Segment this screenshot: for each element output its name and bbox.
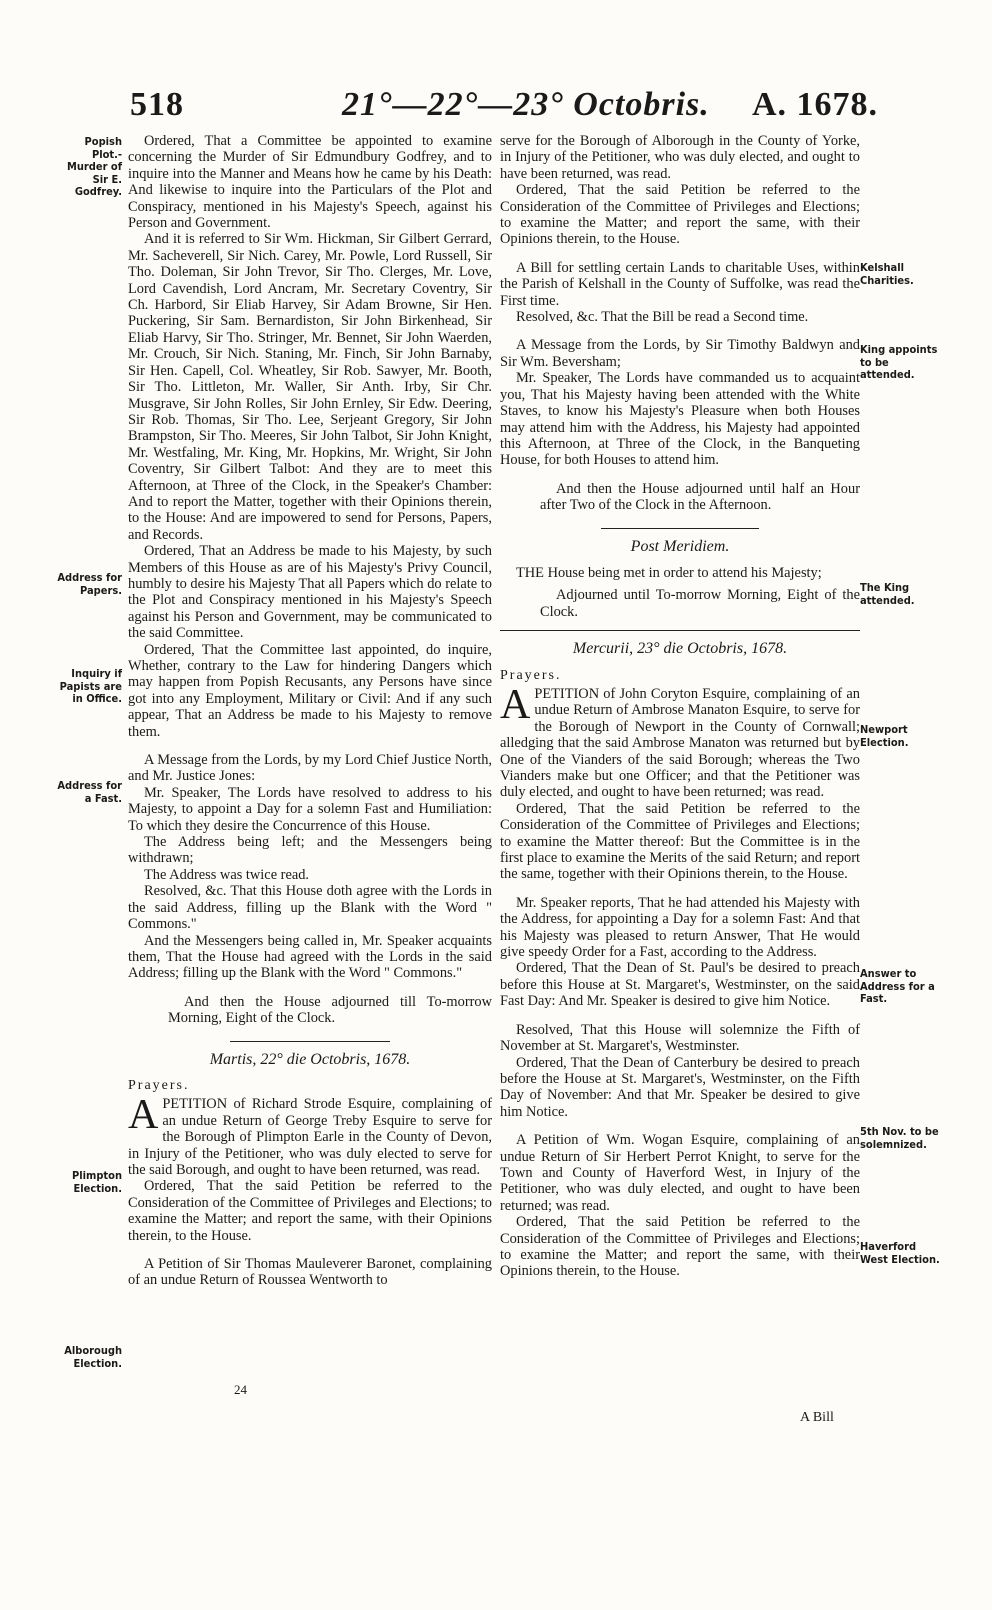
prayers-heading: Prayers.: [128, 1077, 190, 1093]
margin-note-kelshall: Kelshall Charities.: [860, 261, 914, 287]
paragraph: Ordered, That the said Petition be referred to the Consideration of the Committee of Privileges and Elections; to examine the Matter; and report the same, with their Opinions therein, to the House.: [500, 182, 860, 248]
paragraph: Ordered, That a Committee be appointed to examine concerning the Murder of Sir Edmundbury Godfrey, and to inquire into the Manner and Means how he came by his Death: And likewise to inquire into the Particulars of the Plot and Conspiracy, mentioned in his Majesty's Speech, against his Person and Government.: [128, 133, 492, 232]
paragraph: THE House being met in order to attend his Majesty;: [516, 564, 822, 581]
margin-note-newport: Newport Election.: [860, 723, 909, 749]
margin-note-alborough: Alborough Election.: [64, 1344, 122, 1370]
adjournment: And then the House adjourned until half an Hour after Two of the Clock in the Afternoon.: [540, 480, 860, 514]
paragraph: A Message from the Lords, by my Lord Chief Justice North, and Mr. Justice Jones:: [128, 752, 492, 785]
paragraph: Ordered, That the said Petition be referred to the Consideration of the Committee of Privileges and Elections; to examine the Matter thereof: But the Committee is in the first place to examine the Merits of the said Return; and report the same, together with their Opinions therein, to the House.: [500, 800, 860, 883]
left-column: [128, 133, 492, 1289]
adjournment: Adjourned until To-morrow Morning, Eight of the Clock.: [540, 587, 860, 620]
petition-paragraph: [128, 1092, 492, 1178]
paragraph: Mr. Speaker, The Lords have resolved to address to his Majesty, to appoint a Day for a solemn Fast and Humiliation: To which they desire the Concurrence of this House.: [128, 784, 492, 834]
adjournment: And then the House adjourned till To-morrow Morning, Eight of the Clock.: [168, 993, 492, 1027]
drop-cap: A: [500, 681, 531, 728]
section-rule: [230, 1041, 390, 1042]
petition-text: PETITION of Richard Strode Esquire, complaining of an undue Return of George Treby Esquire to serve for the Borough of Plimpton Earle in the County of Devon, in Injury of the Petitioner, who was duly elected to serve for the said Borough, and ought to have been returned, was read.: [128, 1096, 492, 1178]
paragraph: Ordered, That the Dean of Canterbury be desired to preach before the House at St. Margaret's, Westminster, on the Fifth Day of November: And that Mr. Speaker be desired to give him Notice.: [500, 1054, 860, 1120]
paragraph: And the Messengers being called in, Mr. Speaker acquaints them, That the House had agreed with the Lords in the said Address; filling up the Blank with the Word " Commons.": [128, 932, 492, 982]
paragraph: serve for the Borough of Alborough in the County of Yorke, in Injury of the Petitioner, who was duly elected, and ought to have been returned, was read.: [500, 133, 860, 182]
page-year: A. 1678.: [752, 86, 879, 123]
section-rule: [601, 528, 759, 529]
paragraph: And it is referred to Sir Wm. Hickman, Sir Gilbert Gerrard, Mr. Sacheverell, Sir Nich. Carey, Mr. Powle, Lord Russell, Sir Tho. Doleman, Sir John Trevor, Sir Tho. Clerges, Mr. Love, Lord Cavendish, Lord Ancram, Mr. Secretary Coventry, Sir Ch. Harbord, Sir Eliab Harvey, Sir Adam Browne, Sir Hen. Puckering, Sir Sam. Bernardiston, Sir John Birkenhead, Sir Eliab Harvy, Sir Tho. Stringer, Mr. Bennet, Sir John Waerden, Mr. Crouch, Sir Nich. Staning, Mr. Finch, Sir John Barnaby, Sir Hen. Capell, Col. Wheatley, Sir Rob. Sawyer, Mr. Booth, Sir Tho. Littleton, Mr. Waller, Sir Anth. Irby, Sir Chr. Musgrave, Sir John Rolles, Sir John Ernley, Sir Edw. Deering, Sir Rob. Thomas, Sir Tho. Lee, Serjeant Gregory, Sir John Brampston, Sir Tho. Meeres, Sir John Talbot, Sir John Knight, Mr. Westfaling, Mr. King, Mr. Hopkins, Mr. Wright, Sir John Coventry, Sir Gilbert Talbot: And they are to meet this Afternoon, at Three of the Clock, in the Speaker's Chamber: And to report the Matter, together with their Opinions therein, to the House: And are impowered to send for Persons, Papers, and Records.: [128, 231, 492, 543]
paragraph: The Address being left; and the Messengers being withdrawn;: [128, 834, 492, 867]
margin-note-king-attended: The King attended.: [860, 581, 915, 607]
margin-note-answer-fast: Answer to Address for a Fast.: [860, 967, 935, 1005]
paragraph: Resolved, &c. That this House doth agree with the Lords in the said Address, filling up the Blank with the Word " Commons.": [128, 883, 492, 933]
drop-cap: A: [128, 1092, 159, 1139]
right-column: [500, 133, 860, 1280]
paragraph: Ordered, That the said Petition be referred to the Consideration of the Committee of Privileges and Elections; to examine the Matter; and report the same, with their Opinions therein, to the House.: [500, 1214, 860, 1280]
paragraph: The Address was twice read.: [144, 866, 310, 883]
paragraph: Mr. Speaker, The Lords have commanded us to acquaint you, That his Majesty having been attended with the White Staves, to know his Majesty's Pleasure when both Houses may attend him with the Address, his Majesty had appointed this Afternoon, at Three of the Clock, in the Banqueting House, for both Houses to attend him.: [500, 370, 860, 469]
paragraph: Ordered, That the Committee last appointed, do inquire, Whether, contrary to the Law for hindering Dangers which may happen from Popish Recusants, any Persons have since got into any Employment, Military or Civil: And if any such appear, That an Address be made to his Majesty to remove them.: [128, 641, 492, 740]
margin-note-plimpton: Plimpton Election.: [71, 1169, 122, 1195]
signature-mark: 24: [234, 1382, 247, 1397]
paragraph: A Petition of Sir Thomas Mauleverer Baronet, complaining of an undue Return of Roussea Wentworth to: [128, 1256, 492, 1289]
page-number: 518: [130, 86, 184, 123]
margin-note-address-for-papers: Address for Papers.: [57, 571, 122, 597]
margin-note-address-for-fast: Address for a Fast.: [57, 779, 122, 805]
margin-note-haverford: Haverford West Election.: [860, 1240, 940, 1266]
paragraph: Ordered, That the said Petition be referred to the Consideration of the Committee of Privileges and Elections; to examine the Matter; and report the same, with their Opinions therein, to the House.: [128, 1178, 492, 1244]
paragraph: Resolved, That this House will solemnize the Fifth of November at St. Margaret's, Westminster.: [500, 1021, 860, 1055]
paragraph: A Message from the Lords, by Sir Timothy Baldwyn and Sir Wm. Beversham;: [500, 337, 860, 370]
paragraph: Mr. Speaker reports, That he had attended his Majesty with the Address, for appointing a Day for a solemn Fast: And that his Majesty was pleased to return Answer, That He would give speedy Order for a Fast, according to the Address.: [500, 894, 860, 961]
paragraph: Resolved, &c. That the Bill be read a Second time.: [516, 309, 809, 326]
paragraph: Ordered, That the Dean of St. Paul's be desired to preach before this House at St. Margaret's, Westminster, on the said Fast Day: And Mr. Speaker is desired to give him Notice.: [500, 960, 860, 1010]
paragraph: Ordered, That an Address be made to his Majesty, by such Members of this House as are of his Majesty's Privy Council, humbly to desire his Majesty That all Papers which do relate to the Plot and Conspiracy mentioned in his Majesty's Speech against his Person and Government, may be communicated to the said Committee.: [128, 543, 492, 642]
heading-mercurii: Mercurii, 23° die Octobris, 1678.: [572, 640, 788, 658]
petition-text: PETITION of John Coryton Esquire, complaining of an undue Return of Ambrose Manaton Esquire, to serve for the Borough of Newport in the County of Cornwall; alledging that the said Ambrose Manaton was returned but by One of the Vianders of the said Borough; whereas the Two Vianders make but one Officer; and that the Petitioner was duly elected, and ought to have been returned; was read.: [500, 685, 860, 801]
page-dates: 21°—22°—23° Octobris.: [342, 86, 710, 123]
catchword: A Bill: [800, 1410, 834, 1425]
margin-note-inquiry-papists: Inquiry if Papists are in Office.: [59, 667, 122, 705]
heading-martis: Martis, 22° die Octobris, 1678.: [209, 1050, 411, 1068]
heading-post-meridiem: Post Meridiem.: [630, 537, 730, 555]
section-rule: [500, 630, 860, 631]
margin-note-popish-plot: Popish Plot.-Murder of Sir E. Godfrey.: [66, 135, 122, 198]
paragraph: A Bill for settling certain Lands to charitable Uses, within the Parish of Kelshall in the County of Suffolke, was read the First time.: [500, 259, 860, 309]
prayers-heading: Prayers.: [500, 667, 562, 683]
petition-paragraph: [500, 681, 860, 801]
margin-note-king-appoints: King appoints to be attended.: [860, 343, 938, 381]
margin-note-fifth-november: 5th Nov. to be solemnized.: [860, 1125, 939, 1151]
paragraph: A Petition of Wm. Wogan Esquire, complaining of an undue Return of Sir Herbert Perrot Knight, to serve for the Town and County of Haverford West, in Injury of the Petitioner, who was duly elected, and ought to have been returned; was read.: [500, 1132, 860, 1214]
